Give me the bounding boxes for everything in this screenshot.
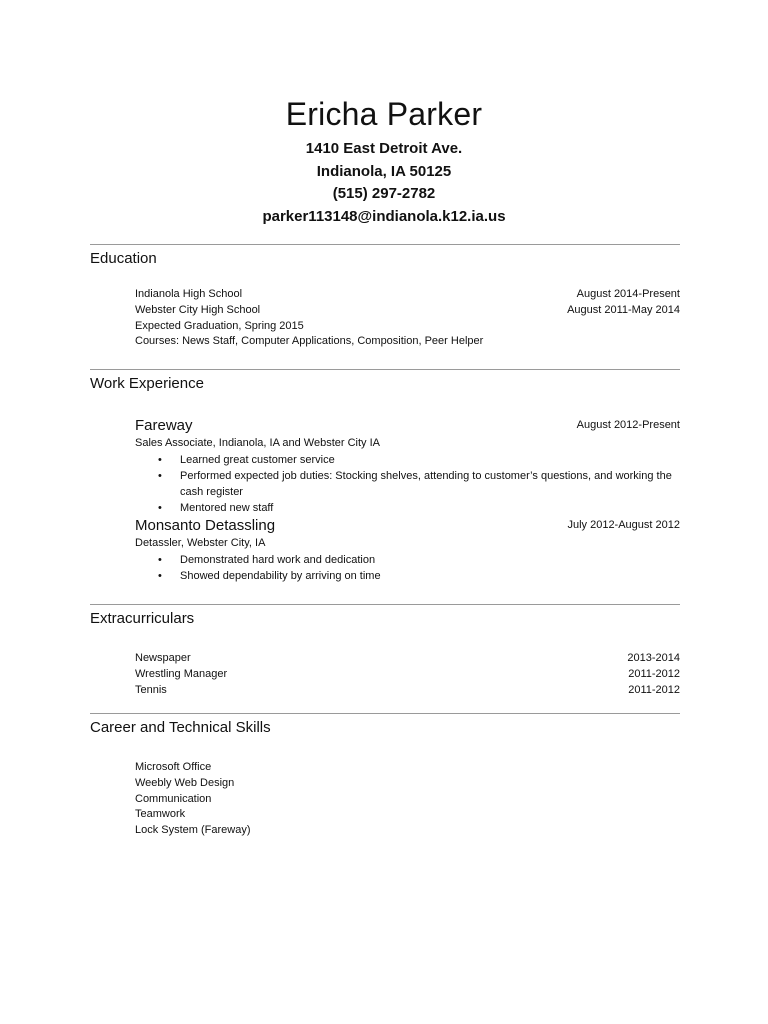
address-line-1: 1410 East Detroit Ave. bbox=[305, 140, 463, 157]
education-section bbox=[90, 244, 680, 269]
skills-heading: Career and Technical Skills bbox=[90, 719, 271, 736]
job-header bbox=[135, 416, 680, 436]
education-body bbox=[135, 287, 680, 350]
activity-dates: 2013-2014 bbox=[627, 652, 680, 664]
work-heading: Work Experience bbox=[90, 375, 204, 392]
work-body bbox=[135, 416, 680, 584]
school-name: Webster City High School bbox=[135, 303, 261, 316]
employer-name: Monsanto Detassling bbox=[135, 516, 276, 534]
extracurriculars-heading: Extracurriculars bbox=[90, 610, 195, 627]
activity-row bbox=[135, 651, 680, 667]
job-dates: July 2012-August 2012 bbox=[567, 518, 680, 531]
extracurriculars-body bbox=[135, 651, 680, 698]
school-dates: August 2014-Present bbox=[576, 288, 680, 300]
skills-section bbox=[90, 713, 680, 738]
employer-name: Fareway bbox=[135, 417, 193, 434]
bullet-item bbox=[135, 468, 680, 500]
activity-dates: 2011-2012 bbox=[628, 667, 680, 680]
graduation-line: Expected Graduation, Spring 2015 bbox=[135, 319, 304, 332]
activity-name: Wrestling Manager bbox=[135, 667, 228, 680]
bullet-glyph: • bbox=[158, 469, 162, 482]
bullet-text: Mentored new staff bbox=[180, 501, 274, 514]
work-section bbox=[90, 369, 680, 394]
bullet-text: Learned great customer service bbox=[180, 453, 335, 466]
bullet-glyph: • bbox=[158, 453, 162, 466]
education-row bbox=[135, 303, 680, 319]
candidate-name: Ericha Parker bbox=[285, 96, 483, 132]
skills-body bbox=[135, 760, 680, 839]
activity-name: Tennis bbox=[135, 683, 167, 696]
skill-item: Microsoft Office bbox=[135, 761, 212, 773]
activity-row bbox=[135, 683, 680, 699]
skill-item: Weebly Web Design bbox=[135, 776, 235, 789]
bullet-text: Demonstrated hard work and dedication bbox=[180, 553, 376, 566]
school-dates: August 2011-May 2014 bbox=[567, 303, 680, 316]
job-header bbox=[135, 516, 680, 536]
address-line-2: Indianola, IA 50125 bbox=[316, 162, 452, 180]
bullet-item bbox=[135, 568, 680, 584]
section-divider bbox=[90, 244, 680, 245]
phone-number: (515) 297-2782 bbox=[332, 185, 436, 202]
bullet-glyph: • bbox=[158, 501, 162, 514]
activity-row bbox=[135, 667, 680, 683]
section-divider bbox=[90, 604, 680, 605]
job-role: Detassler, Webster City, IA bbox=[135, 536, 266, 549]
job-dates: August 2012-Present bbox=[576, 419, 680, 432]
skill-item: Teamwork bbox=[135, 808, 186, 821]
education-heading: Education bbox=[90, 250, 157, 267]
skill-item: Communication bbox=[135, 792, 212, 805]
extracurriculars-section bbox=[90, 604, 680, 629]
skill-item: Lock System (Fareway) bbox=[135, 824, 251, 837]
resume-header bbox=[0, 92, 768, 228]
education-row bbox=[135, 287, 680, 303]
job-bullets bbox=[135, 552, 680, 584]
bullet-item bbox=[135, 452, 680, 468]
activity-name: Newspaper bbox=[135, 652, 191, 664]
bullet-item bbox=[135, 552, 680, 568]
bullet-glyph: • bbox=[158, 553, 162, 566]
courses-line: Courses: News Staff, Computer Applications, Composition, Peer Helper bbox=[135, 335, 484, 348]
bullet-glyph: • bbox=[158, 569, 162, 582]
section-divider bbox=[90, 713, 680, 714]
job-bullets bbox=[135, 452, 680, 516]
bullet-text: Showed dependability by arriving on time bbox=[180, 569, 381, 582]
job-role: Sales Associate, Indianola, IA and Webster City IA bbox=[135, 437, 380, 449]
activity-dates: 2011-2012 bbox=[628, 683, 680, 696]
email-address: parker113148@indianola.k12.ia.us bbox=[262, 207, 506, 225]
section-divider bbox=[90, 369, 680, 370]
bullet-text: Performed expected job duties: Stocking shelves, attending to customer’s questions, and working the cash register bbox=[180, 469, 672, 498]
school-name: Indianola High School bbox=[135, 288, 243, 300]
bullet-item bbox=[135, 500, 680, 516]
